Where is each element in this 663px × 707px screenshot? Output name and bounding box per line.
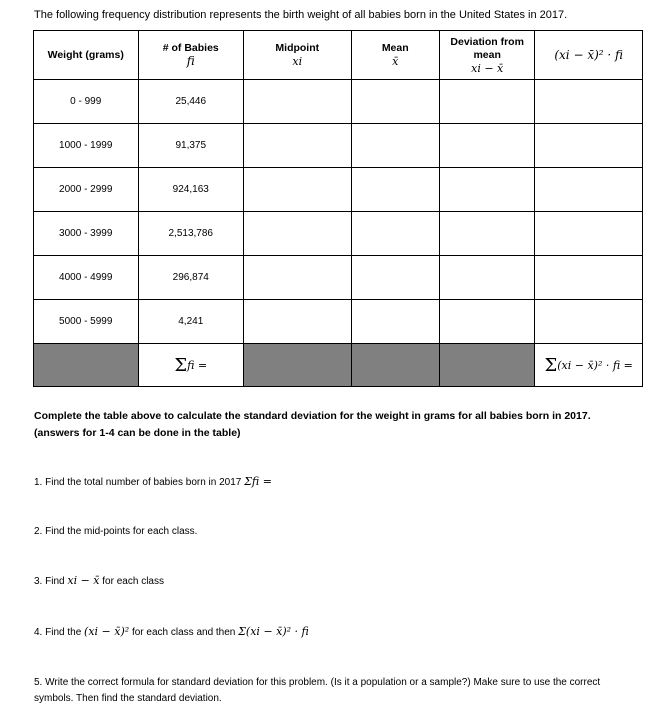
weight-cell: 0 - 999	[34, 80, 139, 124]
header-midpoint: Midpoint xi	[244, 31, 352, 80]
squared-deviation-cell[interactable]	[535, 80, 643, 124]
deviation-cell[interactable]	[439, 80, 534, 124]
shaded-cell	[244, 344, 352, 387]
midpoint-cell[interactable]	[244, 256, 352, 300]
babies-cell: 91,375	[138, 124, 244, 168]
sum-squared-deviation-cell[interactable]	[535, 344, 643, 387]
midpoint-cell[interactable]	[244, 168, 352, 212]
sigma-symbol: Σ	[544, 354, 558, 376]
question-3: 3. Find xi − x̄ for each class	[34, 574, 164, 587]
deviation-cell[interactable]	[439, 212, 534, 256]
instructions-line-1: Complete the table above to calculate the standard deviation for the weight in grams for all babies born in 2017.	[34, 410, 591, 422]
babies-cell: 25,446	[138, 80, 244, 124]
weight-cell: 3000 - 3999	[34, 212, 139, 256]
question-3-math: xi − x̄	[67, 574, 100, 587]
header-mean: Mean x̄	[351, 31, 439, 80]
table-row	[34, 124, 643, 168]
midpoint-cell[interactable]	[244, 80, 352, 124]
table-row	[34, 80, 643, 124]
mean-cell[interactable]	[351, 124, 439, 168]
squared-deviation-cell[interactable]	[535, 168, 643, 212]
question-1: 1. Find the total number of babies born in 2017 Σfi =	[34, 475, 272, 488]
sum-sq-label: (xi − x̄)² · fi =	[557, 358, 633, 372]
midpoint-cell[interactable]	[244, 300, 352, 344]
question-4: 4. Find the (xi − x̄)² for each class and then Σ(xi − x̄)² · fi	[34, 625, 309, 638]
squared-deviation-cell[interactable]	[535, 124, 643, 168]
question-4-math-2: Σ(xi − x̄)² · fi	[238, 625, 309, 638]
intro-text: The following frequency distribution represents the birth weight of all babies born in the United States in 2017.	[34, 9, 568, 21]
weight-cell: 5000 - 5999	[34, 300, 139, 344]
babies-cell: 4,241	[138, 300, 244, 344]
deviation-cell[interactable]	[439, 256, 534, 300]
babies-cell: 924,163	[138, 168, 244, 212]
mean-cell[interactable]	[351, 212, 439, 256]
mean-cell[interactable]	[351, 80, 439, 124]
header-deviation: Deviation from mean xi − x̄	[439, 31, 534, 80]
weight-cell: 1000 - 1999	[34, 124, 139, 168]
table-row	[34, 300, 643, 344]
instructions	[34, 408, 634, 442]
mean-cell[interactable]	[351, 256, 439, 300]
shaded-cell	[34, 344, 139, 387]
weight-cell: 2000 - 2999	[34, 168, 139, 212]
weight-cell: 4000 - 4999	[34, 256, 139, 300]
sum-fi-label: fi =	[187, 358, 208, 372]
header-weight: Weight (grams)	[34, 31, 139, 80]
question-2: 2. Find the mid-points for each class.	[34, 526, 198, 537]
deviation-cell[interactable]	[439, 124, 534, 168]
shaded-cell	[351, 344, 439, 387]
table-row	[34, 168, 643, 212]
mean-cell[interactable]	[351, 168, 439, 212]
header-row	[34, 31, 643, 80]
mean-cell[interactable]	[351, 300, 439, 344]
sum-fi-cell[interactable]	[138, 344, 244, 387]
babies-cell: 2,513,786	[138, 212, 244, 256]
deviation-cell[interactable]	[439, 300, 534, 344]
squared-deviation-cell[interactable]	[535, 300, 643, 344]
instructions-line-2: (answers for 1-4 can be done in the table)	[34, 427, 241, 439]
shaded-cell	[439, 344, 534, 387]
table-row	[34, 212, 643, 256]
sigma-symbol: Σ	[174, 354, 188, 376]
midpoint-cell[interactable]	[244, 212, 352, 256]
squared-deviation-cell[interactable]	[535, 256, 643, 300]
midpoint-cell[interactable]	[244, 124, 352, 168]
table-row	[34, 256, 643, 300]
question-4-math-1: (xi − x̄)²	[84, 625, 130, 638]
question-1-math: Σfi =	[244, 475, 272, 488]
frequency-table	[33, 30, 643, 387]
deviation-cell[interactable]	[439, 168, 534, 212]
sum-row	[34, 344, 643, 387]
question-5: 5. Write the correct formula for standard deviation for this problem. (Is it a population or a sample?) Make sure to use the correct symbols. Then find the standard deviation.	[34, 677, 601, 704]
header-babies: # of Babies fi	[138, 31, 244, 80]
squared-deviation-cell[interactable]	[535, 212, 643, 256]
babies-cell: 296,874	[138, 256, 244, 300]
header-squared-deviation: (xi − x̄)² · fi	[535, 31, 643, 80]
